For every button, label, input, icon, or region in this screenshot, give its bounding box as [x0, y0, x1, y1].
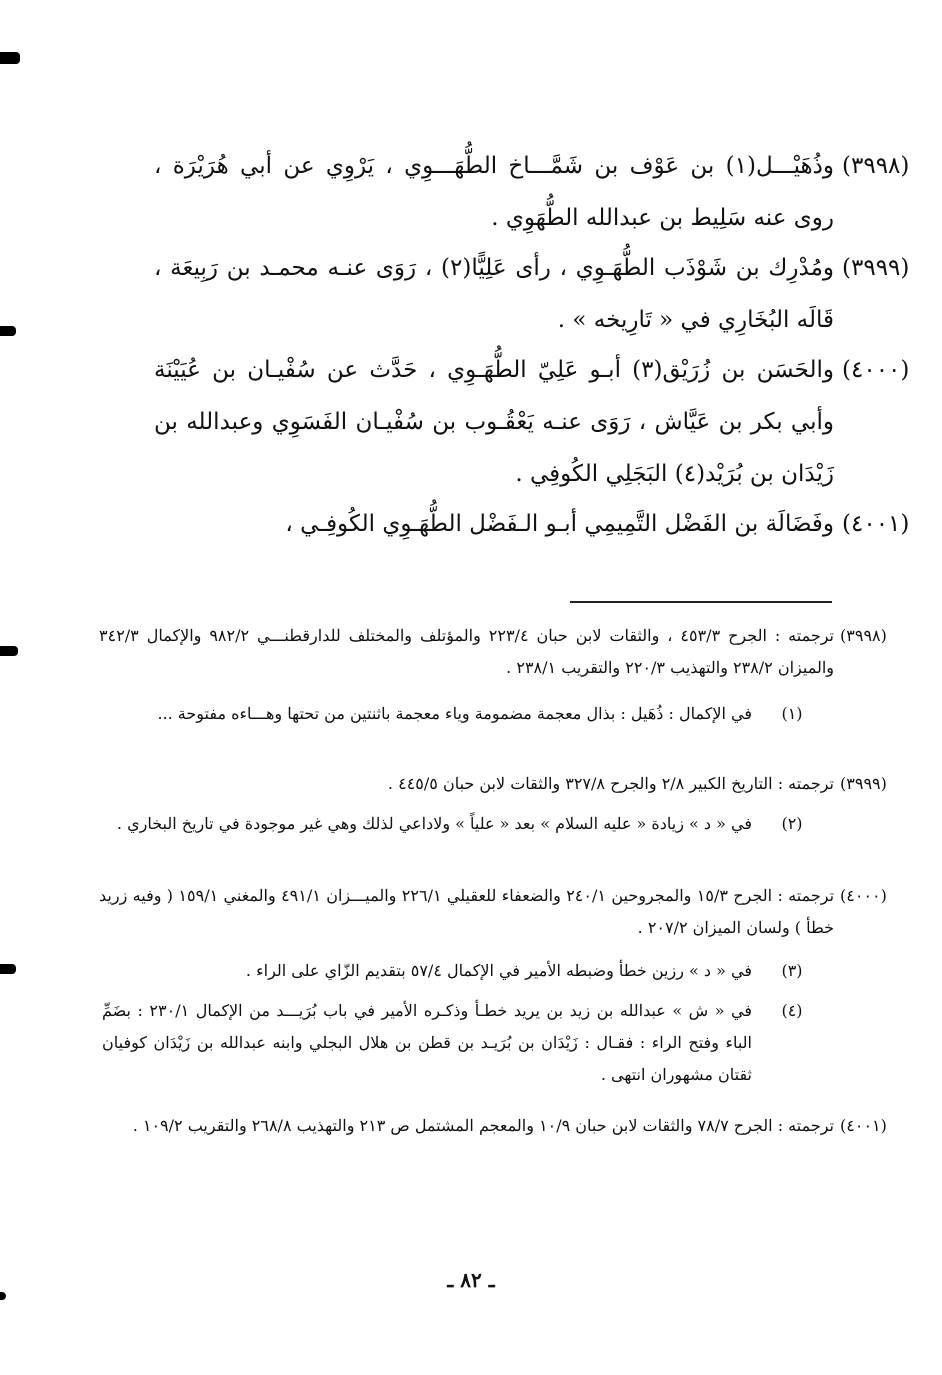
footnote-number: (٤): [781, 1001, 803, 1020]
footnote-divider: [570, 601, 832, 603]
entry-text: وفَضَالَة بن الفَضْل التَّمِيمِي أبـو الـفَضْل الطُّهَـوِي الكُوفِـي ،: [285, 511, 834, 537]
entry-3999: [154, 242, 910, 346]
footnote-note-2: [102, 808, 803, 840]
footnote-text: ترجمته : الجرح ٧٨/٧ والثقات لابن حبان ١٠/٩ والمعجم المشتمل ص ٢١٣ والتهذيب ٢٦٨/٨ والتقريب ١٠٩/٢ .: [132, 1116, 834, 1135]
entry-number: (٤٠٠١): [842, 511, 910, 537]
scan-edge-mark: [0, 964, 16, 974]
footnote-text: في « د » زيادة « عليه السلام » بعد « علياً » ولاداعي لذلك وهي غير موجودة في تاريخ البخاري .: [116, 814, 752, 833]
entry-text: ومُدْرِك بن شَوْذَب الطُّهَـوِي ، رأى عَلِيًّا(٢) ، رَوَى عنـه محمـد بن رَبِيعَة ، قَالَه البُخَارِي في « تَارِيخه » .: [154, 255, 835, 333]
footnote-number: (٣٩٩٩): [840, 774, 887, 793]
entry-text: وذُهَيْـــل(١) بن عَوْف بن شَمَّـــاخ الطُّهَـــوِي ، يَرْوِي عن أبي هُرَيْرَة ، روى عنه سَلِيط بن عبدالله الطُّهَوِي .: [154, 153, 834, 231]
footnote-note-1: [102, 698, 803, 730]
scan-edge-mark: [0, 326, 16, 336]
footnote-text: ترجمته : الجرح ٤٥٣/٣ ، والثقات لابن حبان ٢٢٣/٤ والمؤتلف والمختلف للدارقطنـــي ٩٨٢/٢ والإكمال ٣٤٢/٣ والميزان ٢٣٨/٢ والتهذيب ٢٢٠/٣ والتقريب ٢٣٨/١ .: [99, 626, 834, 677]
entry-number: (٤٠٠٠): [842, 357, 910, 383]
footnote-number: (٤٠٠١): [840, 1116, 887, 1135]
footnote-number: (٤٠٠٠): [840, 886, 887, 905]
footnote-note-3: [102, 955, 803, 987]
footnote-text: في « د » رزين خطأ وضبطه الأمير في الإكمال ٥٧/٤ بتقديم الزّاي على الراء .: [245, 961, 752, 980]
entry-number: (٣٩٩٨): [842, 153, 910, 179]
entry-4001: [154, 498, 910, 550]
entry-text: والحَسَن بن زُرَيْق(٣) أبـو عَلِيّ الطُّهَـوِي ، حَدَّث عن سُفْيـان بن عُيَيْنَة وأبي بكر بن عَيَّاش ، رَوَى عنـه يَعْقُـوب بن سُفْيـان الفَسَوِي وعبدالله بن زَيْدَان بن بُرَيْد(٤) البَجَلِي الكُوفِي .: [154, 357, 834, 487]
footnote-text: ترجمته : الجرح ١٥/٣ والمجروحين ٢٤٠/١ والضعفاء للعقيلي ٢٢٦/١ والميـــزان ٤٩١/١ والمغني ١٥٩/١ ( وفيه زريد خطأ ) ولسان الميزان ٢٠٧/٢ .: [99, 886, 835, 937]
footnote-note-4: [102, 995, 803, 1091]
footnote-text: في « ش » عبدالله بن زيد بن يريد خطـأ وذكـره الأمير في باب بُرَيـــد من الإكمال ٢٣٠/١ : بضَمِّ الباء وفتح الراء : فقـال : زَيْدَان بن بُرَيـد بن قطن بن هلال البجلي وابنه عبدالله بن زَيْدَان كوفيان ثقتان مشهوران انتهى .: [102, 1001, 752, 1084]
entry-3998: [154, 140, 910, 244]
scan-edge-mark: [0, 52, 20, 64]
scan-edge-mark: [0, 646, 18, 656]
footnote-number: (٢): [781, 814, 803, 833]
footnote-4000: [99, 880, 887, 944]
entry-number: (٣٩٩٩): [842, 255, 910, 281]
footnote-4001: [99, 1110, 887, 1142]
footnote-text: ترجمته : التاريخ الكبير ٢/٨ والجرح ٣٢٧/٨ والثقات لابن حبان ٤٤٥/٥ .: [387, 774, 834, 793]
entry-4000: [154, 344, 910, 500]
footnote-3999: [99, 768, 887, 800]
footnote-text: في الإكمال : ذُهَيل : بذال معجمة مضمومة وياء معجمة باثنتين من تحتها وهـــاءه مفتوحة ...: [157, 704, 752, 723]
footnote-number: (٣٩٩٨): [840, 626, 887, 645]
footnote-number: (١): [781, 704, 803, 723]
footnote-3998: [99, 620, 887, 684]
page-number: ـ ٨٢ ـ: [447, 1268, 495, 1292]
footnote-number: (٣): [781, 961, 803, 980]
